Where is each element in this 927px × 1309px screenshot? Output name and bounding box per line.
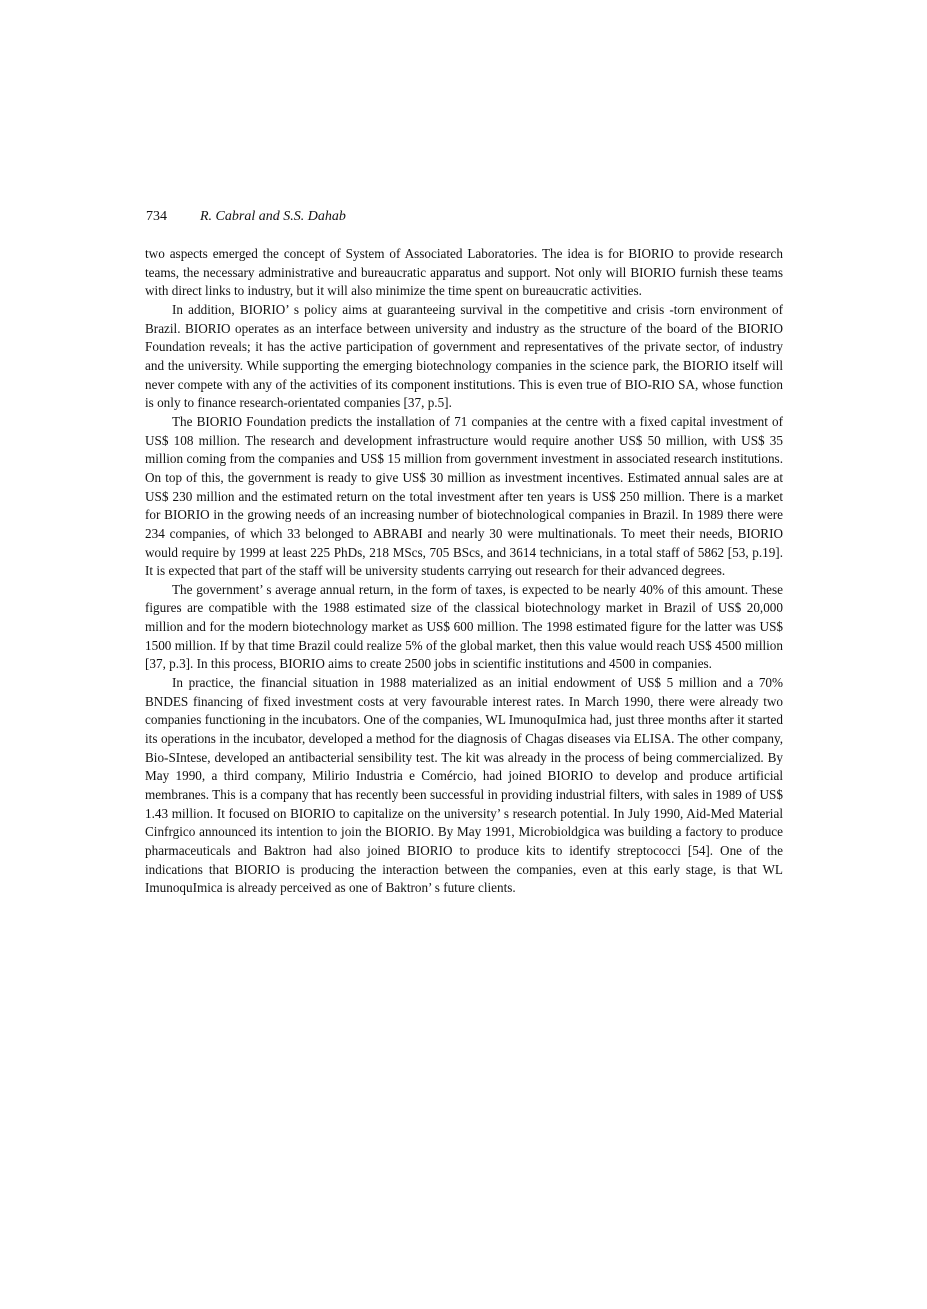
paragraph-3: The BIORIO Foundation predicts the installation of 71 companies at the centre with a fixed capital investment of US$ 108 million. The research and development infrastructure would require another US$ 50 million, with US$ 35 million coming from the companies and US$ 15 million from government investment in associated research institutions. On top of this, the government is ready to give US$ 30 million as investment incentives. Estimated annual sales are at US$ 230 million and the estimated return on the total investment after ten years is US$ 250 million. There is a market for BIORIO in the growing needs of an increasing number of biotechnological companies in Brazil. In 1989 there were 234 companies, of which 33 belonged to ABRABI and nearly 30 were multinationals. To meet their needs, BIORIO would require by 1999 at least 225 PhDs, 218 MScs, 705 BScs, and 3614 technicians, in a total staff of 5862 [53, p.19]. It is expected that part of the staff will be university students carrying out research for their advanced degrees. [145,413,783,579]
running-head-authors: R. Cabral and S.S. Dahab [200,209,346,224]
paragraph-4: The government’ s average annual return, in the form of taxes, is expected to be nearly 40% of this amount. These figures are compatible with the 1988 estimated size of the classical biotechnology market in Brazil of US$ 20,000 million and for the modern biotechnology market as US$ 600 million. The 1998 estimated figure for the latter was US$ 1500 million. If by that time Brazil could realize 5% of the global market, then this value would reach US$ 4500 million [37, p.3]. In this process, BIORIO aims to create 2500 jobs in scientific institutions and 4500 in companies. [145,581,783,672]
running-head [146,208,346,226]
article-body [145,245,783,898]
paragraph-1: two aspects emerged the concept of System of Associated Laboratories. The idea is for BIORIO to provide research teams, the necessary administrative and bureaucratic apparatus and support. Not only will BIORIO furnish these teams with direct links to industry, but it will also minimize the time spent on bureaucratic activities. [145,246,783,299]
page-number: 734 [146,209,167,224]
paragraph-2: In addition, BIORIO’ s policy aims at guaranteeing survival in the competitive and crisis -torn environment of Brazil. BIORIO operates as an interface between university and industry as the structure of the board of the BIORIO Foundation reveals; it has the active participation of government and representatives of the private sector, of industry and the university. While supporting the emerging biotechnology companies in the science park, the BIORIO itself will never compete with any of the activities of its component institutions. This is even true of BIO-RIO SA, whose function is only to finance research-orientated companies [37, p.5]. [145,301,783,411]
paragraph-5: In practice, the financial situation in 1988 materialized as an initial endowment of US$ 5 million and a 70% BNDES financing of fixed investment costs at very favourable interest rates. In March 1990, there were already two companies functioning in the incubators. One of the companies, WL ImunoquImica had, just three months after it started its operations in the incubator, developed a method for the diagnosis of Chagas diseases via ELISA. The other company, Bio-SIntese, developed an antibacterial sensibility test. The kit was already in the process of being commercialized. By May 1990, a third company, Milirio Industria e Comércio, had joined BIORIO to develop and produce artificial membranes. This is a company that has recently been successful in providing industrial filters, with sales in 1989 of US$ 1.43 million. It focused on BIORIO to capitalize on the university’ s research potential. In July 1990, Aid-Med Material Cinfrgico announced its intention to join the BIORIO. By May 1991, Microbioldgica was building a factory to produce pharmaceuticals and Baktron had also joined BIORIO to produce kits to identify streptococci [54]. One of the indications that BIORIO is producing the interaction between the companies, even at this early stage, is that WL ImunoquImica is already perceived as one of Baktron’ s future clients. [145,675,783,896]
